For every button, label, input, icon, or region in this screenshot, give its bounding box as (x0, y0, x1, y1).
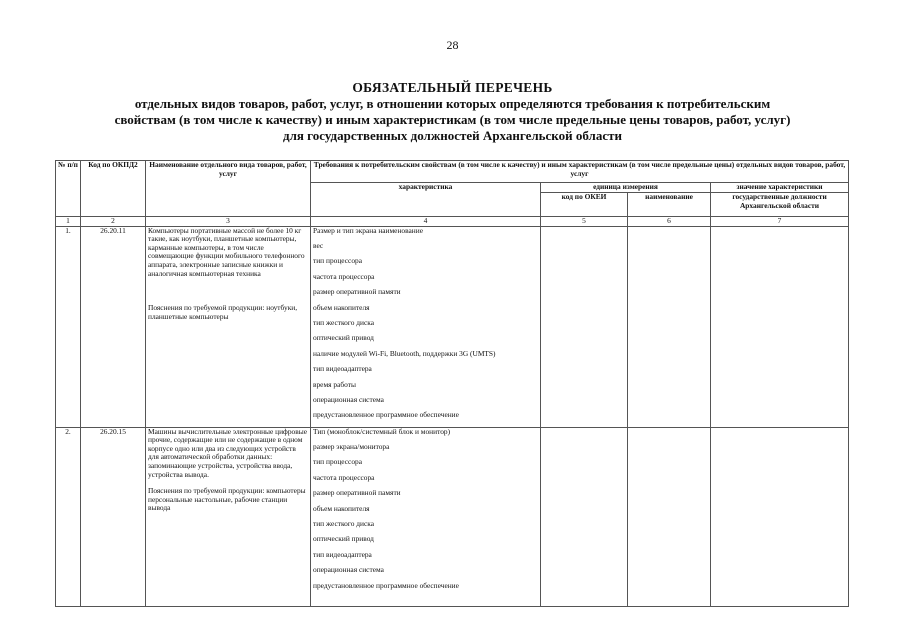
characteristic-item: размер экрана/монитора (313, 442, 390, 452)
characteristic-item: предустановленное программное обеспечение (313, 410, 459, 420)
column-number: 7 (711, 217, 849, 227)
title-line-3: для государственных должностей Архангельской области (283, 128, 622, 143)
column-number: 4 (311, 217, 541, 227)
characteristic-item: тип видеоадаптера (313, 549, 372, 559)
table-row (56, 226, 849, 427)
header-row-1 (56, 161, 849, 183)
row-name-cell (146, 427, 311, 606)
header-unit-name: наименование (628, 193, 711, 217)
row-number: 1. (56, 226, 81, 427)
row-characteristics (311, 427, 541, 606)
header-name: Наименование отдельного вида товаров, работ, услуг (146, 161, 311, 217)
characteristic-item: размер оперативной памяти (313, 488, 401, 498)
characteristic-item: частота процессора (313, 271, 375, 281)
characteristic-item: оптический привод (313, 333, 374, 343)
characteristic-item: Размер и тип экрана наименование (313, 226, 423, 235)
header-positions: государственные должности Архангельской области (711, 193, 849, 217)
characteristic-item: тип жесткого диска (313, 317, 375, 327)
requirements-table (55, 160, 849, 607)
characteristic-item: тип процессора (313, 457, 362, 467)
header-num: № п/п (56, 161, 81, 217)
row-code: 26.20.15 (81, 427, 146, 606)
row-name-cell (146, 226, 311, 427)
row-characteristics (311, 226, 541, 427)
characteristic-item: объем накопителя (313, 302, 370, 312)
row-number: 2. (56, 427, 81, 606)
characteristic-item: тип процессора (313, 256, 362, 266)
unit-name-cell (628, 226, 711, 427)
characteristic-item: Тип (моноблок/системный блок и монитор) (313, 427, 451, 436)
column-number-row (56, 217, 849, 227)
value-cell (711, 226, 849, 427)
characteristic-item: объем накопителя (313, 503, 370, 513)
title-main: ОБЯЗАТЕЛЬНЫЙ ПЕРЕЧЕНЬ (352, 80, 553, 95)
column-number: 6 (628, 217, 711, 227)
table-row (56, 427, 849, 606)
header-unit: единица измерения (541, 183, 711, 193)
characteristic-item: размер оперативной памяти (313, 287, 401, 297)
row-note: Пояснения по требуемой продукции: компьютеры персональные настольные, рабочие станции вывода (148, 486, 306, 513)
document-title (40, 80, 865, 144)
characteristic-item: время работы (313, 379, 356, 389)
title-line-2: свойствам (в том числе к качеству) и иным характеристикам (в том числе предельные цены товаров, работ, услуг) (114, 112, 791, 127)
header-value: значение характеристики (711, 183, 849, 193)
unit-name-cell (628, 427, 711, 606)
row-description: Машины вычислительные электронные цифровые прочие, содержащие или не содержащие в одном корпусе одно или два из следующих устройств для автоматической обработки данных: запоминающие устройства, устройства ввода, устройства вывода. (148, 427, 307, 479)
row-code: 26.20.11 (81, 226, 146, 427)
header-code: Код по ОКПД2 (81, 161, 146, 217)
row-note: Пояснения по требуемой продукции: ноутбуки, планшетные компьютеры (148, 303, 298, 321)
characteristic-item: частота процессора (313, 472, 375, 482)
characteristic-item: предустановленное программное обеспечение (313, 580, 459, 590)
column-number: 1 (56, 217, 81, 227)
column-number: 3 (146, 217, 311, 227)
row-description: Компьютеры портативные массой не более 10 кг такие, как ноутбуки, планшетные компьютеры, карманные компьютеры, в том числе совмещающие функции мобильного телефонного аппарата, электронные записные книжки и аналогичная компьютерная техника (148, 226, 305, 278)
characteristic-item: тип жесткого диска (313, 519, 375, 529)
characteristic-item: оптический привод (313, 534, 374, 544)
value-cell (711, 427, 849, 606)
characteristic-item: операционная система (313, 394, 384, 404)
header-requirements: Требования к потребительским свойствам (в том числе к качеству) и иным характеристикам (в том числе предельные цены) отдельных видов товаров, работ, услуг (311, 161, 849, 183)
column-number: 5 (541, 217, 628, 227)
okei-cell (541, 226, 628, 427)
characteristic-item: тип видеоадаптера (313, 364, 372, 374)
title-line-1: отдельных видов товаров, работ, услуг, в отношении которых определяются требования к потребительским (134, 96, 771, 111)
column-number: 2 (81, 217, 146, 227)
characteristic-item: операционная система (313, 565, 384, 575)
page-number: 28 (446, 38, 459, 52)
characteristic-item: наличие модулей Wi-Fi, Bluetooth, поддержки 3G (UMTS) (313, 348, 496, 358)
okei-cell (541, 427, 628, 606)
header-okei: код по ОКЕИ (541, 193, 628, 217)
characteristic-item: вес (313, 240, 324, 250)
header-characteristic: характеристика (311, 183, 541, 217)
